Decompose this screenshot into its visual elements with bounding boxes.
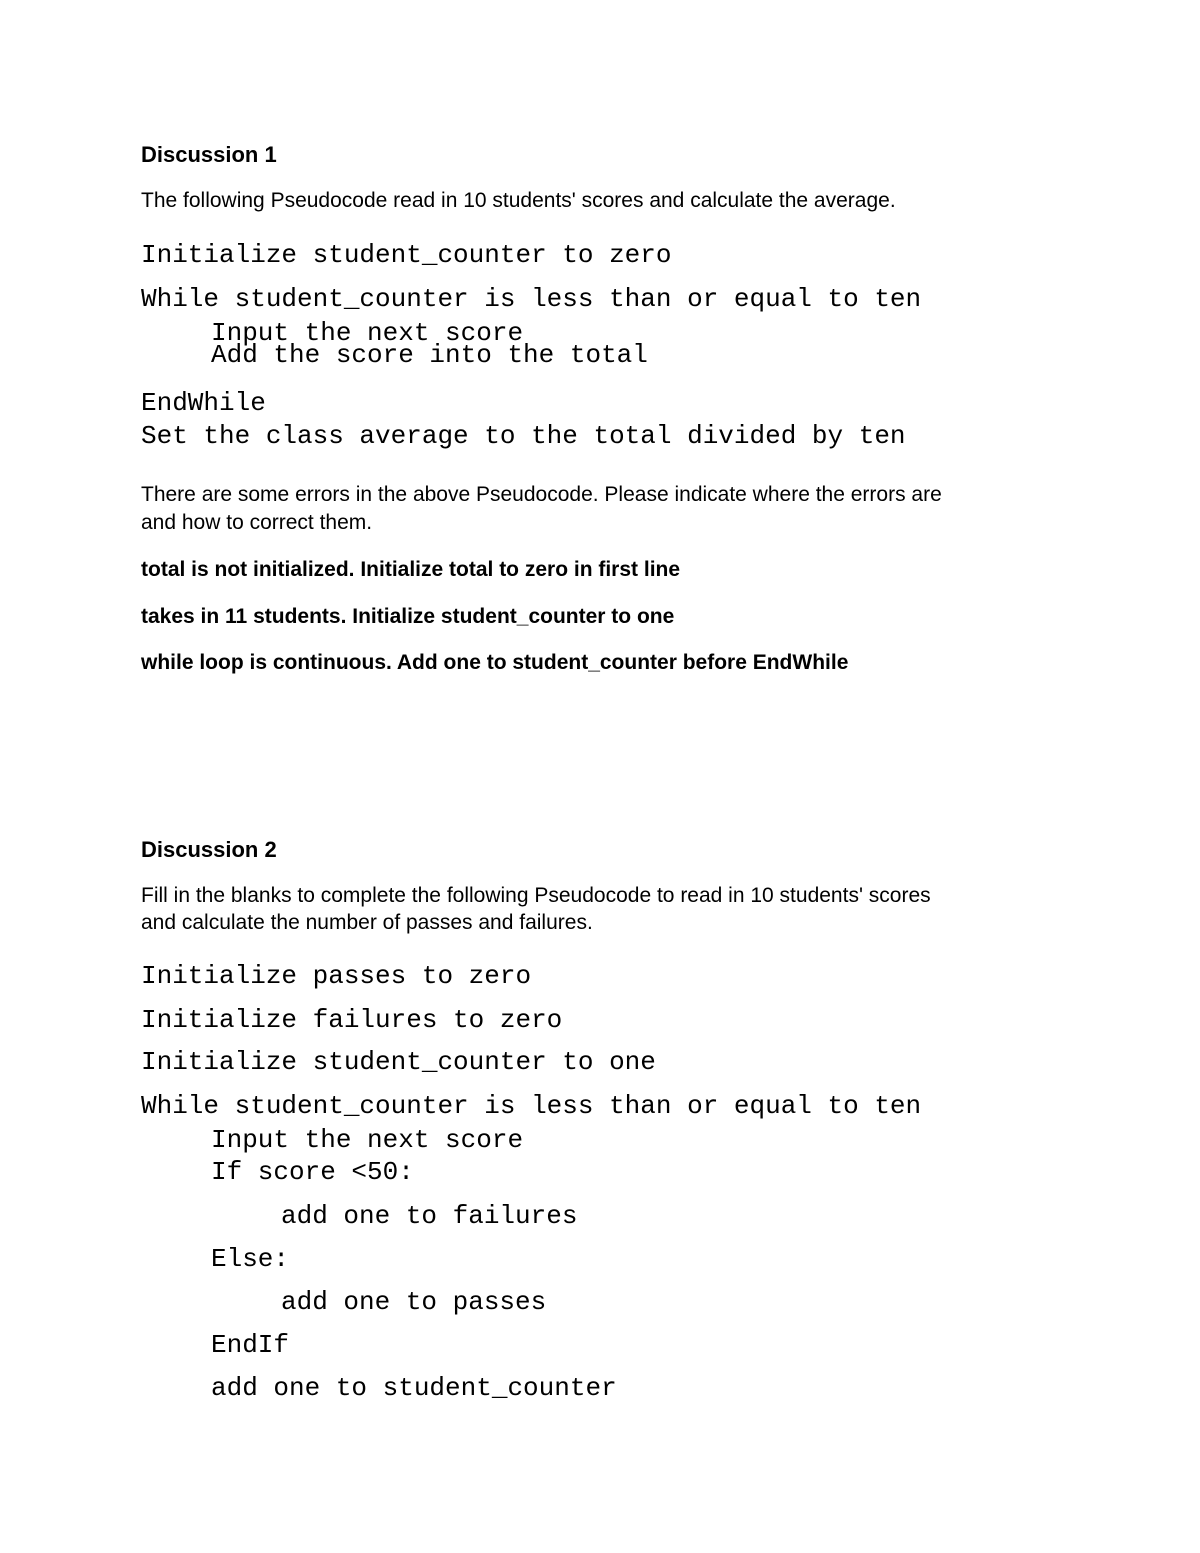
- code-line: Else:: [211, 1244, 290, 1274]
- discussion-2-intro: Fill in the blanks to complete the following Pseudocode to read in 10 students' scores: [141, 884, 931, 907]
- code-line: Add the score into the total: [211, 340, 648, 370]
- discussion-1-question: and how to correct them.: [141, 511, 373, 534]
- discussion-1-heading: Discussion 1: [141, 142, 277, 167]
- answer-line: takes in 11 students. Initialize student_counter to one: [141, 605, 675, 628]
- answer-line: total is not initialized. Initialize total to zero in first line: [141, 558, 681, 581]
- code-line: EndWhile: [141, 388, 266, 418]
- code-line: add one to passes: [281, 1287, 547, 1317]
- code-line: add one to student_counter: [211, 1373, 617, 1403]
- code-line: EndIf: [211, 1330, 290, 1360]
- code-line: Input the next score: [211, 1125, 524, 1155]
- discussion-2-intro: and calculate the number of passes and failures.: [141, 911, 593, 934]
- code-line: Initialize student_counter to zero: [141, 240, 672, 270]
- code-line: Initialize student_counter to one: [141, 1047, 656, 1077]
- code-line: add one to failures: [281, 1201, 578, 1231]
- code-line: Initialize failures to zero: [141, 1005, 563, 1035]
- code-line: Input the next score: [211, 318, 524, 348]
- answer-line: while loop is continuous. Add one to student_counter before EndWhile: [141, 651, 849, 674]
- code-line: If score <50:: [211, 1157, 414, 1187]
- discussion-1-question: There are some errors in the above Pseudocode. Please indicate where the errors are: [141, 483, 942, 506]
- code-line: While student_counter is less than or equal to ten: [141, 284, 922, 314]
- code-line: Set the class average to the total divided by ten: [141, 421, 906, 451]
- discussion-2-heading: Discussion 2: [141, 837, 277, 862]
- code-line: Initialize passes to zero: [141, 961, 532, 991]
- discussion-1-intro: The following Pseudocode read in 10 students' scores and calculate the average.: [141, 189, 896, 212]
- code-line: While student_counter is less than or equal to ten: [141, 1091, 922, 1121]
